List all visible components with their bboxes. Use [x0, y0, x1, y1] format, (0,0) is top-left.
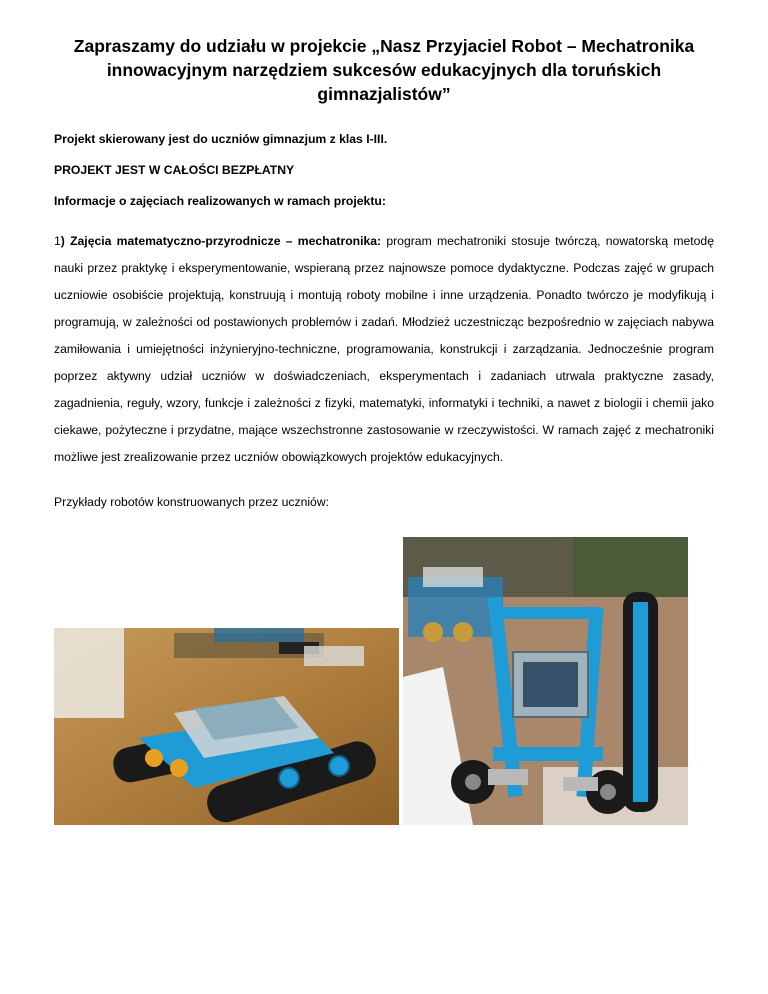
- examples-caption: Przykłady robotów konstruowanych przez uczniów:: [54, 495, 330, 509]
- free-project-text: PROJEKT JEST W CAŁOŚCI BEZPŁATNY: [54, 163, 295, 177]
- tracked-robot-photo: [54, 628, 399, 825]
- target-audience-text: Projekt skierowany jest do uczniów gimnazjum z klas I-III.: [54, 132, 388, 146]
- title-line-2: innowacyjnym narzędziem sukcesów edukacyjnych dla toruńskich gimnazjalistów”: [106, 60, 662, 104]
- info-heading: Informacje o zajęciach realizowanych w ramach projektu:: [54, 194, 386, 208]
- title-line-1: Zapraszamy do udziału w projekcie „Nasz Przyjaciel Robot – Mechatronika: [73, 36, 695, 56]
- wheeled-robot-photo: [403, 537, 688, 825]
- section-1-heading: ) Zajęcia matematyczno-przyrodnicze – mechatronika:: [60, 234, 382, 248]
- section-1-paragraph: [54, 228, 714, 471]
- section-1-body: program mechatroniki stosuje twórczą, nowatorską metodę nauki przez praktykę i eksperymentowanie, wspieraną przez najnowsze pomoce dydaktyczne. Podczas zajęć w grupach uczniowie osobiście projektują, konstruują i montują roboty mobilne i inne urządzenia. Ponadto twórczo je modyfikują i programują, w zależności od postawionych problemów i zadań. Młodzież uczestnicząc bezpośrednio w zajęciach nabywa zamiłowania i umiejętności inżynieryjno-techniczne, programowania, konstrukcji i zarządzania. Jednocześnie program poprzez aktywny udział uczniów w doświadczeniach, eksperymentach i zadaniach utrwala praktyczne zasady, zagadnienia, reguły, wzory, funkcje i zależności z fizyki, matematyki, informatyki i techniki, a nawet z biologii i chemii jako ciekawe, pożyteczne i przydatne, mające wszechstronne zastosowanie w rzeczywistości. W ramach zajęć z mechatroniki możliwe jest zrealizowanie przez uczniów obowiązkowych projektów edukacyjnych.: [54, 234, 714, 464]
- section-1-number: 1: [54, 234, 61, 248]
- document-title: [40, 34, 728, 106]
